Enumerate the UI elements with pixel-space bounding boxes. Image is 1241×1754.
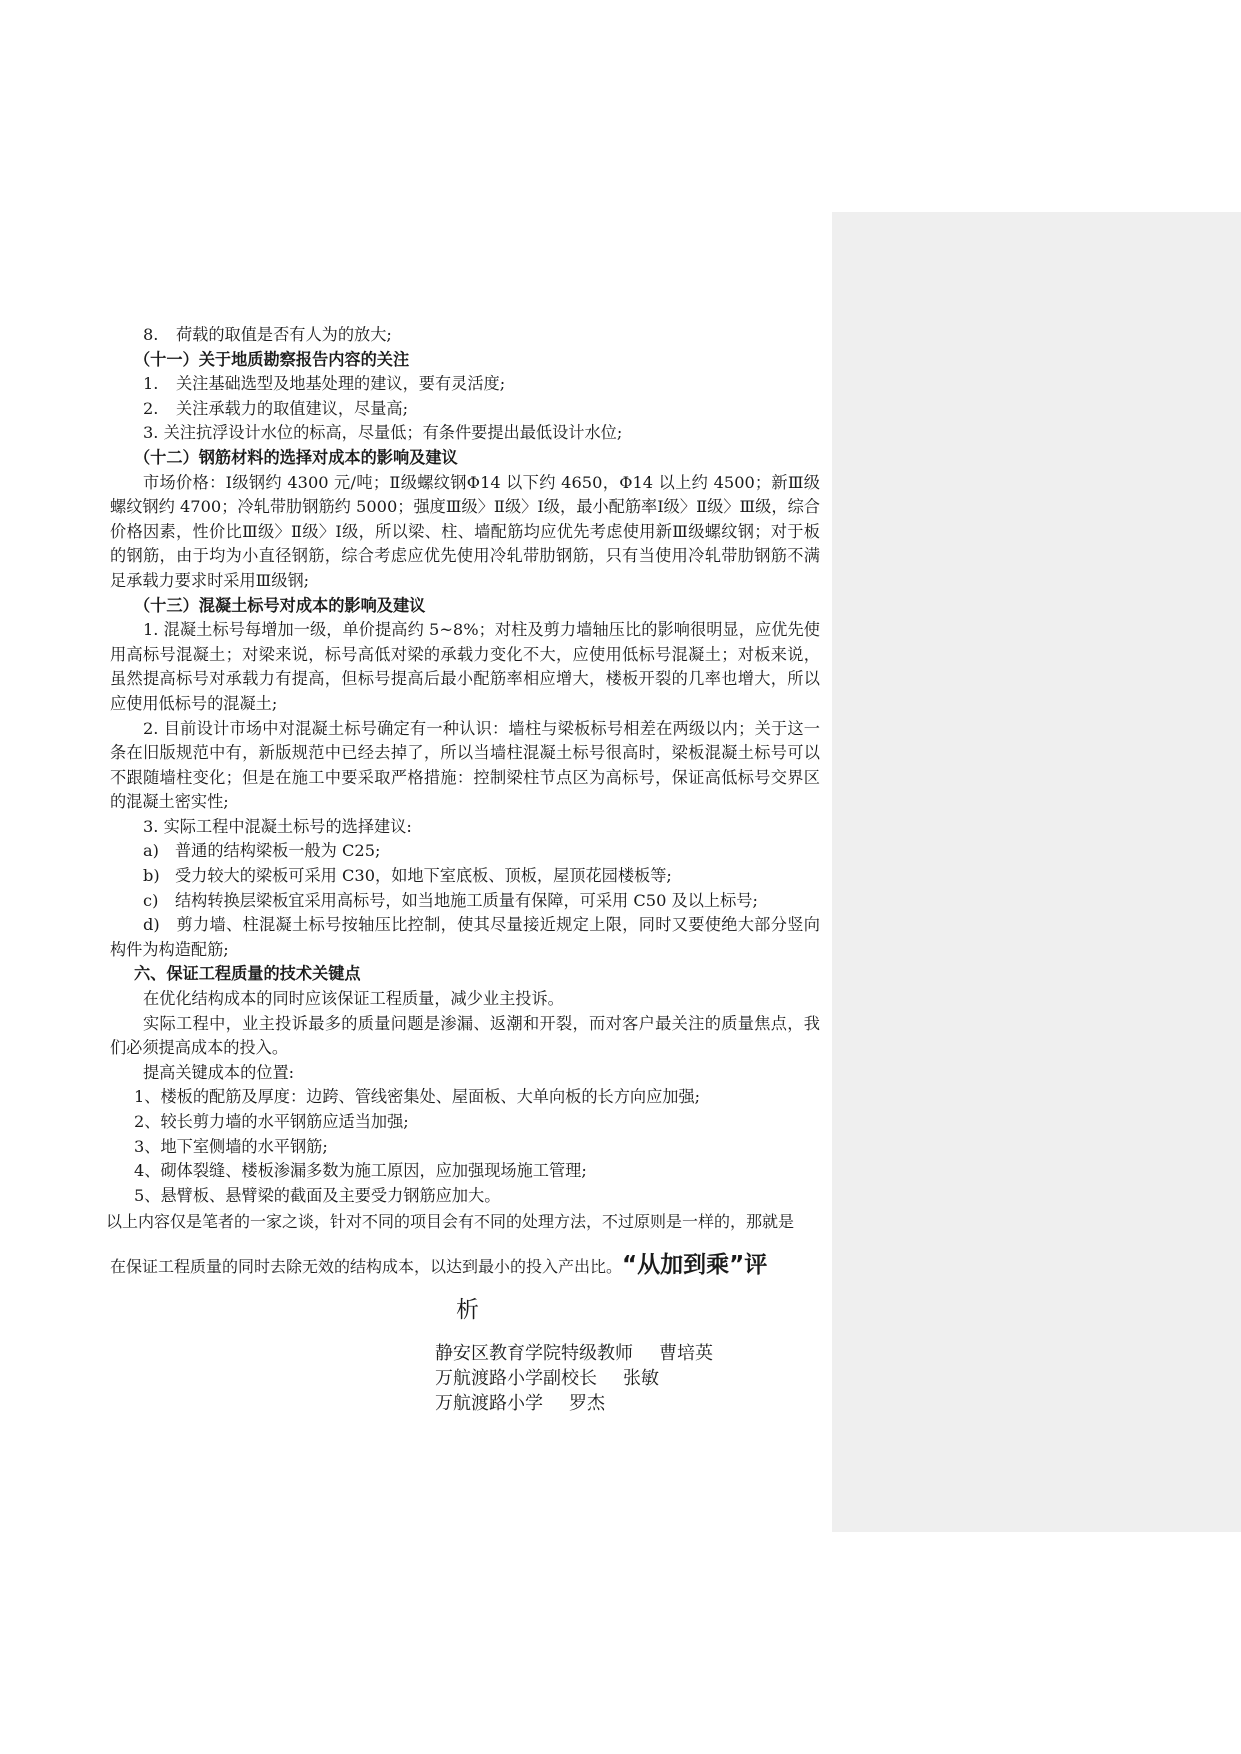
list-item xyxy=(110,323,820,348)
paragraph: 实际工程中，业主投诉最多的质量问题是渗漏、返潮和开裂，而对客户最关注的质量焦点，我们必须提高成本的投入。 xyxy=(110,1013,820,1058)
list-item: 5、悬臂板、悬臂梁的截面及主要受力钢筋应加大。 xyxy=(134,1185,501,1205)
paragraph: 在优化结构成本的同时应该保证工程质量，减少业主投诉。 xyxy=(143,989,564,1009)
item-text: 关注基础选型及地基处理的建议，要有灵活度; xyxy=(176,374,506,394)
closing-line: 以上内容仅是笔者的一家之谈，针对不同的项目会有不同的处理方法，不过原则是一样的，那就是 xyxy=(106,1212,795,1232)
list-item: 2、较长剪力墙的水平钢筋应适当加强; xyxy=(134,1112,409,1131)
list-item: 3、地下室侧墙的水平钢筋; xyxy=(134,1136,328,1156)
item-text: 结构转换层梁板宜采用高标号，如当地施工质量有保障，可采用 C50 及以上标号; xyxy=(175,890,758,910)
section-heading: （十二）钢筋材料的选择对成本的影响及建议 xyxy=(134,447,458,467)
item-number: a) xyxy=(143,841,159,861)
item-text: 荷载的取值是否有人为的放大; xyxy=(176,325,392,344)
section-heading: （十一）关于地质勘察报告内容的关注 xyxy=(134,349,410,369)
author-name: 罗杰 xyxy=(569,1392,605,1414)
author-name: 张敏 xyxy=(623,1367,659,1389)
author-line xyxy=(435,1341,820,1366)
paragraph: 1. 混凝土标号每增加一级，单价提高约 5~8%；对柱及剪力墙轴压比的影响很明显，应优先使用高标号混凝土；对梁来说，标号高低对梁的承载力变化不大，应使用低标号混凝土；对板来说，虽然提高标号对承载力有提高，但标号提高后最小配筋率相应增大，楼板开裂的几率也增大，所以应使用低标号的混凝土; xyxy=(110,620,820,713)
list-item xyxy=(110,889,820,914)
author-org: 万航渡路小学 xyxy=(435,1392,543,1414)
item-number: b) xyxy=(143,866,160,886)
article-title: “从加到乘”评 xyxy=(622,1251,768,1278)
article-title-continued: 析 xyxy=(456,1296,479,1323)
paragraph: 市场价格：Ⅰ级钢约 4300 元/吨；Ⅱ级螺纹钢Φ14 以下约 4650，Φ14 以上约 4500；新Ⅲ级螺纹钢约 4700；冷轧带肋钢筋约 5000；强度Ⅲ级〉Ⅱ级〉Ⅰ级，最小配筋率Ⅰ级〉Ⅱ级〉Ⅲ级，综合价格因素，性价比Ⅲ级〉Ⅱ级〉Ⅰ级，所以梁、柱、墙配筋均应优先考虑使用新Ⅲ级螺纹钢；对于板的钢筋，由于均为小直径钢筋，综合考虑应优先使用冷轧带肋钢筋，只有当使用冷轧带肋钢筋不满足承载力要求时采用Ⅲ级钢; xyxy=(110,472,820,590)
author-line xyxy=(435,1366,820,1391)
item-text: 受力较大的梁板可采用 C30，如地下室底板、顶板，屋顶花园楼板等; xyxy=(175,866,672,886)
list-item xyxy=(110,839,820,864)
paragraph: 3. 实际工程中混凝土标号的选择建议: xyxy=(143,816,412,836)
closing-line xyxy=(110,1247,820,1285)
item-number: 1. xyxy=(143,374,159,394)
section-heading: 六、保证工程质量的技术关键点 xyxy=(134,964,361,984)
list-item xyxy=(110,397,820,422)
item-number: 2. xyxy=(143,398,159,418)
section-heading: （十三）混凝土标号对成本的影响及建议 xyxy=(134,595,426,615)
list-item: d) 剪力墙、柱混凝土标号按轴压比控制，使其尽量接近规定上限，同时又要使绝大部分竖向构件为构造配筋; xyxy=(110,915,820,959)
paragraph: 提高关键成本的位置: xyxy=(143,1062,295,1082)
author-line xyxy=(435,1391,820,1416)
document-body xyxy=(106,323,820,1416)
author-list xyxy=(110,1341,820,1416)
list-item: 1、楼板的配筋及厚度：边跨、管线密集处、屋面板、大单向板的长方向应加强; xyxy=(134,1087,701,1107)
list-item: 3. 关注抗浮设计水位的标高，尽量低；有条件要提出最低设计水位; xyxy=(143,423,623,443)
author-org: 静安区教育学院特级教师 xyxy=(435,1342,633,1364)
paragraph: 2. 目前设计市场中对混凝土标号确定有一种认识：墙柱与梁板标号相差在两级以内；关于这一条在旧版规范中有，新版规范中已经去掉了，所以当墙柱混凝土标号很高时，梁板混凝土标号可以不跟随墙柱变化；但是在施工中要采取严格措施：控制梁柱节点区为高标号，保证高低标号交界区的混凝土密实性; xyxy=(110,718,820,812)
item-number: 8. xyxy=(143,325,159,344)
list-item xyxy=(110,372,820,397)
list-item: 4、砌体裂缝、楼板渗漏多数为施工原因，应加强现场施工管理; xyxy=(134,1161,587,1181)
closing-text: 在保证工程质量的同时去除无效的结构成本，以达到最小的投入产出比。 xyxy=(110,1256,623,1276)
item-number: c) xyxy=(143,890,159,910)
comment-margin-pane xyxy=(832,212,1241,1532)
item-text: 关注承载力的取值建议，尽量高; xyxy=(176,398,409,418)
author-name: 曹培英 xyxy=(659,1342,713,1364)
list-item xyxy=(110,864,820,889)
author-org: 万航渡路小学副校长 xyxy=(435,1367,597,1389)
item-text: 普通的结构梁板一般为 C25; xyxy=(175,841,381,861)
